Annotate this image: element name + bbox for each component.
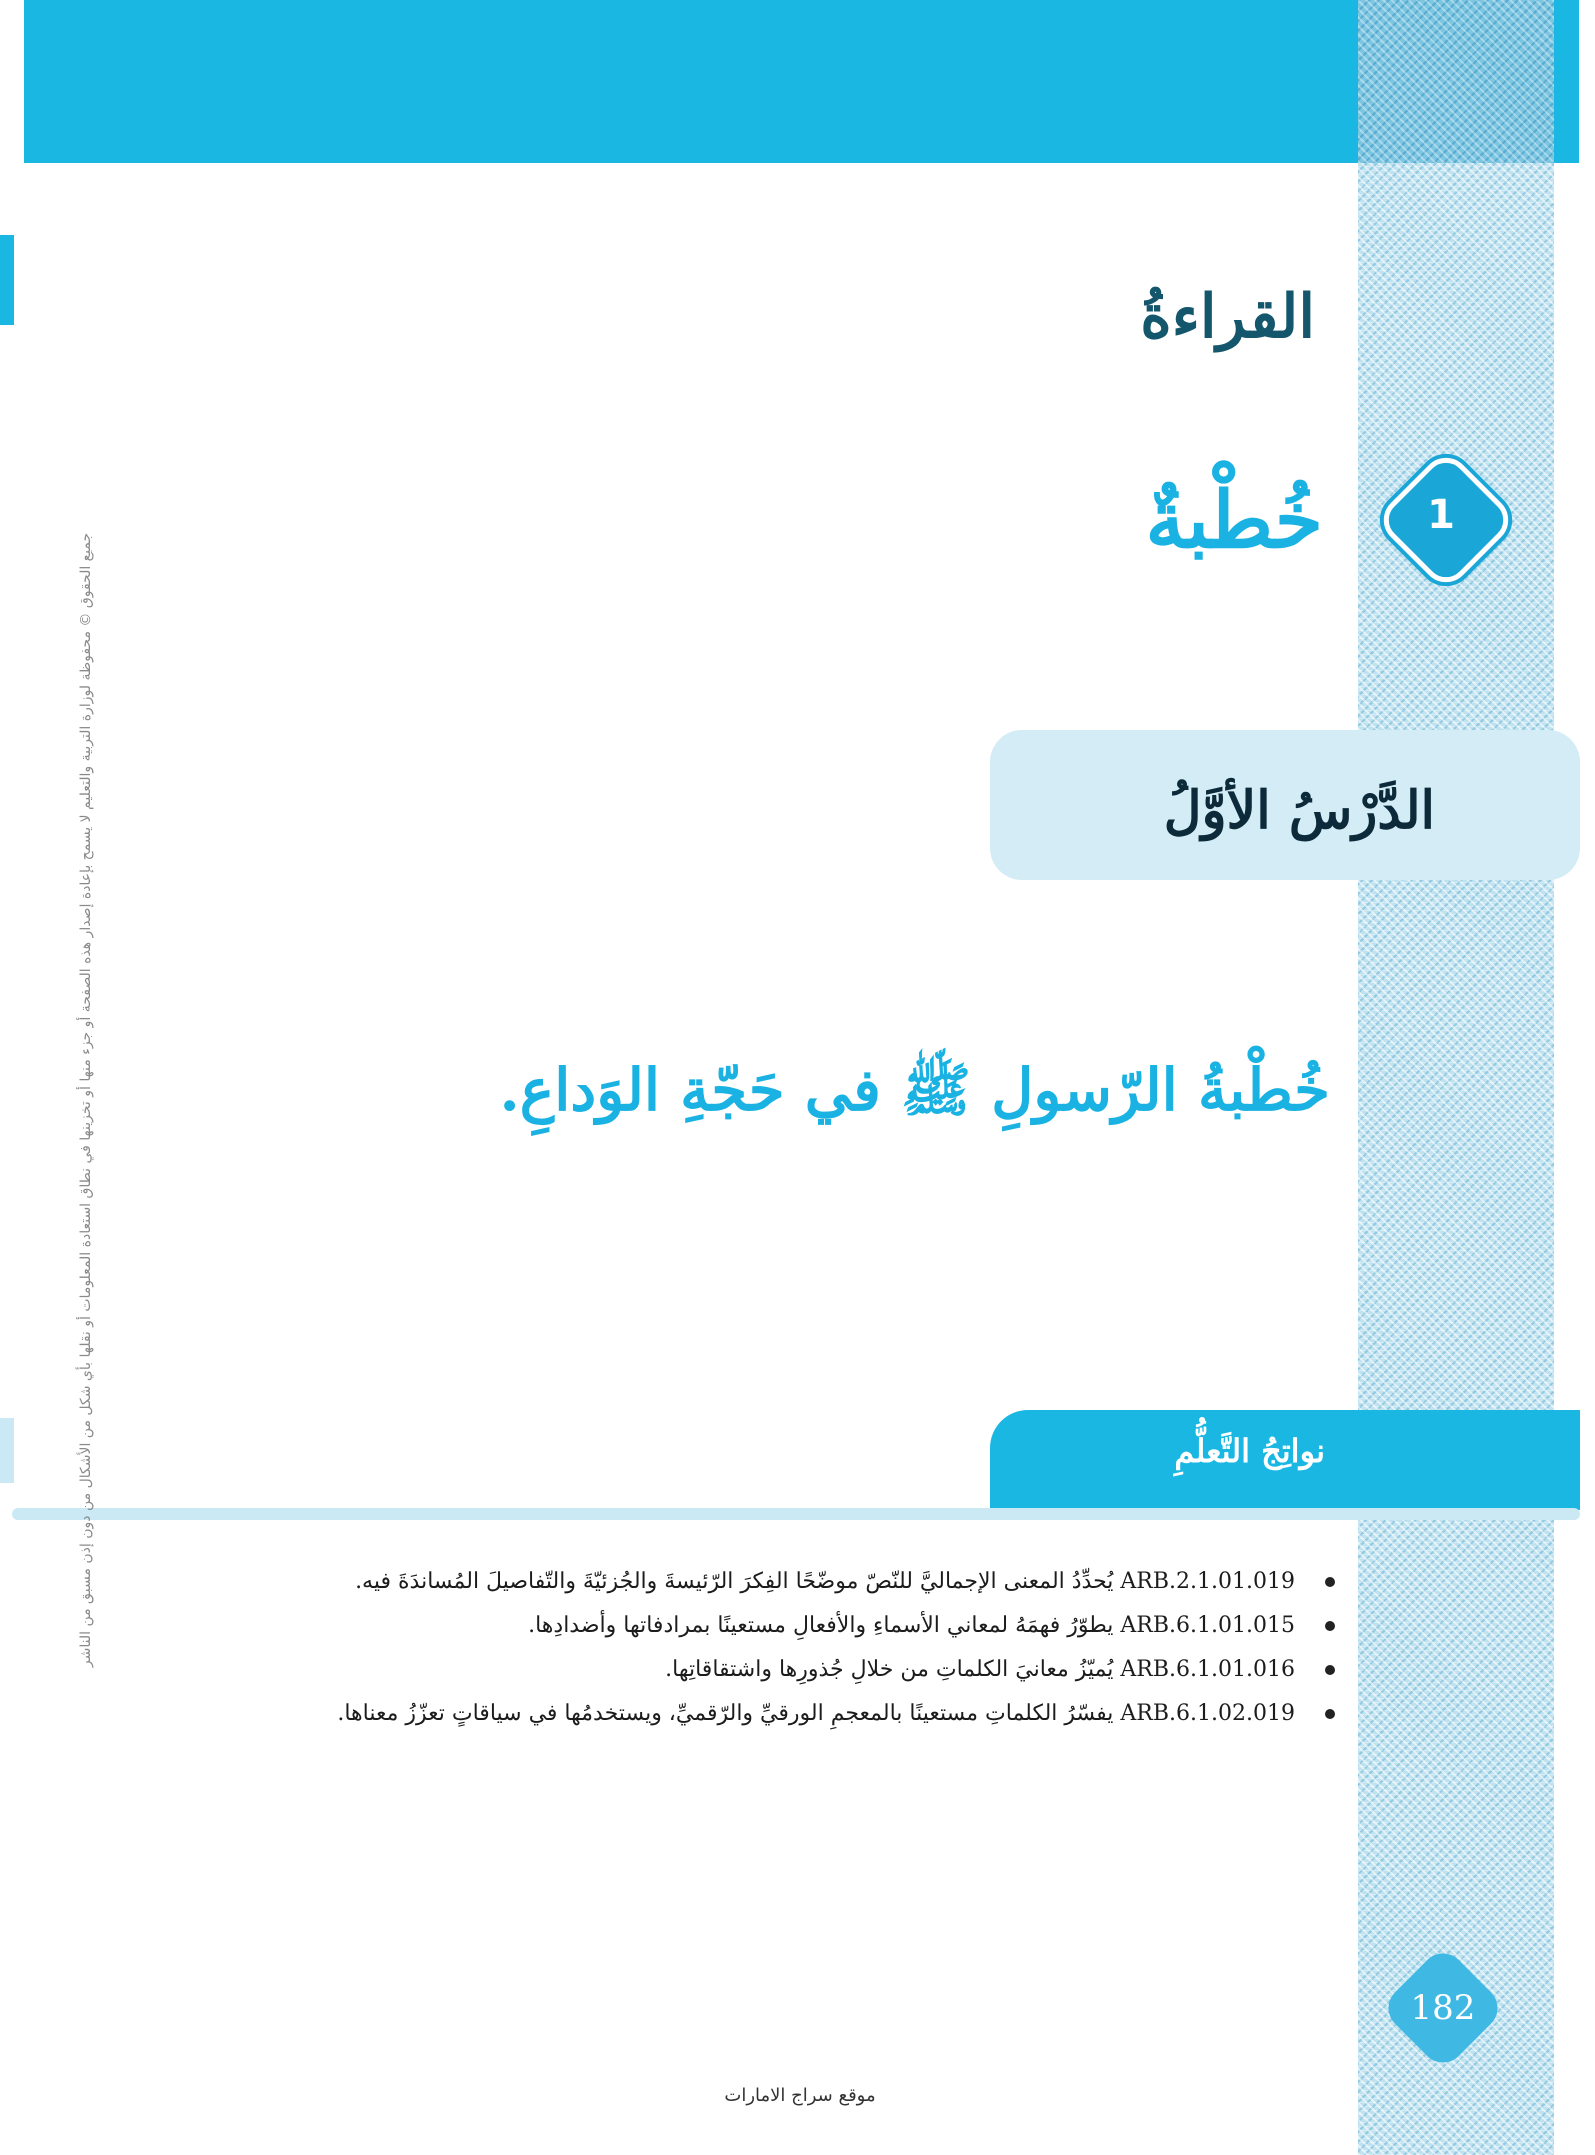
outcomes-divider: [12, 1508, 1580, 1520]
bullet-icon: [1325, 1621, 1335, 1631]
text-title: خُطْبةُ الرّسولِ ﷺ في حَجّةِ الوَداعِ.: [499, 1056, 1330, 1124]
lesson-title: الدَّرْسُ الأوَّلُ: [1163, 780, 1435, 841]
outcome-item: [215, 1560, 1335, 1604]
bullet-icon: [1325, 1665, 1335, 1675]
page-number: 182: [1410, 1988, 1476, 2028]
page-number-badge: [1378, 1943, 1508, 2073]
copyright-vertical-note: [48, 500, 108, 1700]
outcome-text: ARB.6.1.02.019 يفسّرُ الكلماتِ مستعينًا بالمعجمِ الورقيِّ والرّقميِّ، ويستخدمُها في سياقاتٍ تعزّزُ معناها.: [337, 1701, 1295, 1726]
outcomes-title: نواتِجُ التَّعلُّمِ: [1174, 1432, 1325, 1470]
bullet-icon: [1325, 1577, 1335, 1587]
section-title: القراءةُ: [1140, 282, 1315, 352]
copyright-text: جميع الحقوق © محفوظة لوزارة التربية والتعليم لا يسمح بإعادة إصدار هذه الصفحة أو جزء منها أو تخزينها في نطاق استعادة المعلومات أو نقلها بأي شكل من الأشكال من دون إذن مسبق من الناشر: [78, 532, 94, 1668]
top-banner: [24, 0, 1579, 163]
outcome-text: ARB.2.1.01.019 يُحدِّدُ المعنى الإجماليَّ للنّصّ موضّحًا الفِكرَ الرّئيسةَ والجُزئيّةَ والتّفاصيلَ المُساندَةَ فيه.: [355, 1569, 1295, 1594]
outcome-text: ARB.6.1.01.015 يطوّرُ فهمَهُ لمعاني الأسماءِ والأفعالِ مستعينًا بمرادفاتها وأضدادِها.: [528, 1613, 1295, 1638]
outcomes-list: [215, 1560, 1335, 1736]
outcome-item: [215, 1604, 1335, 1648]
outcome-item: [215, 1648, 1335, 1692]
outcome-text: ARB.6.1.01.016 يُميّزُ معانيَ الكلماتِ من خلالِ جُذورِها واشتقاقاتِها.: [665, 1657, 1295, 1682]
left-edge-tab-lower: [0, 1418, 14, 1483]
unit-badge: [1381, 455, 1501, 575]
side-texture-strip-top: [1358, 0, 1554, 163]
bullet-icon: [1325, 1709, 1335, 1719]
footer-text: موقع سراج الامارات: [724, 2085, 876, 2106]
unit-number: 1: [1427, 492, 1455, 538]
side-texture-strip: [1358, 0, 1554, 2155]
outcome-item: [215, 1692, 1335, 1736]
left-edge-tab: [0, 235, 14, 325]
unit-title: خُطْبةٌ: [1145, 475, 1323, 566]
